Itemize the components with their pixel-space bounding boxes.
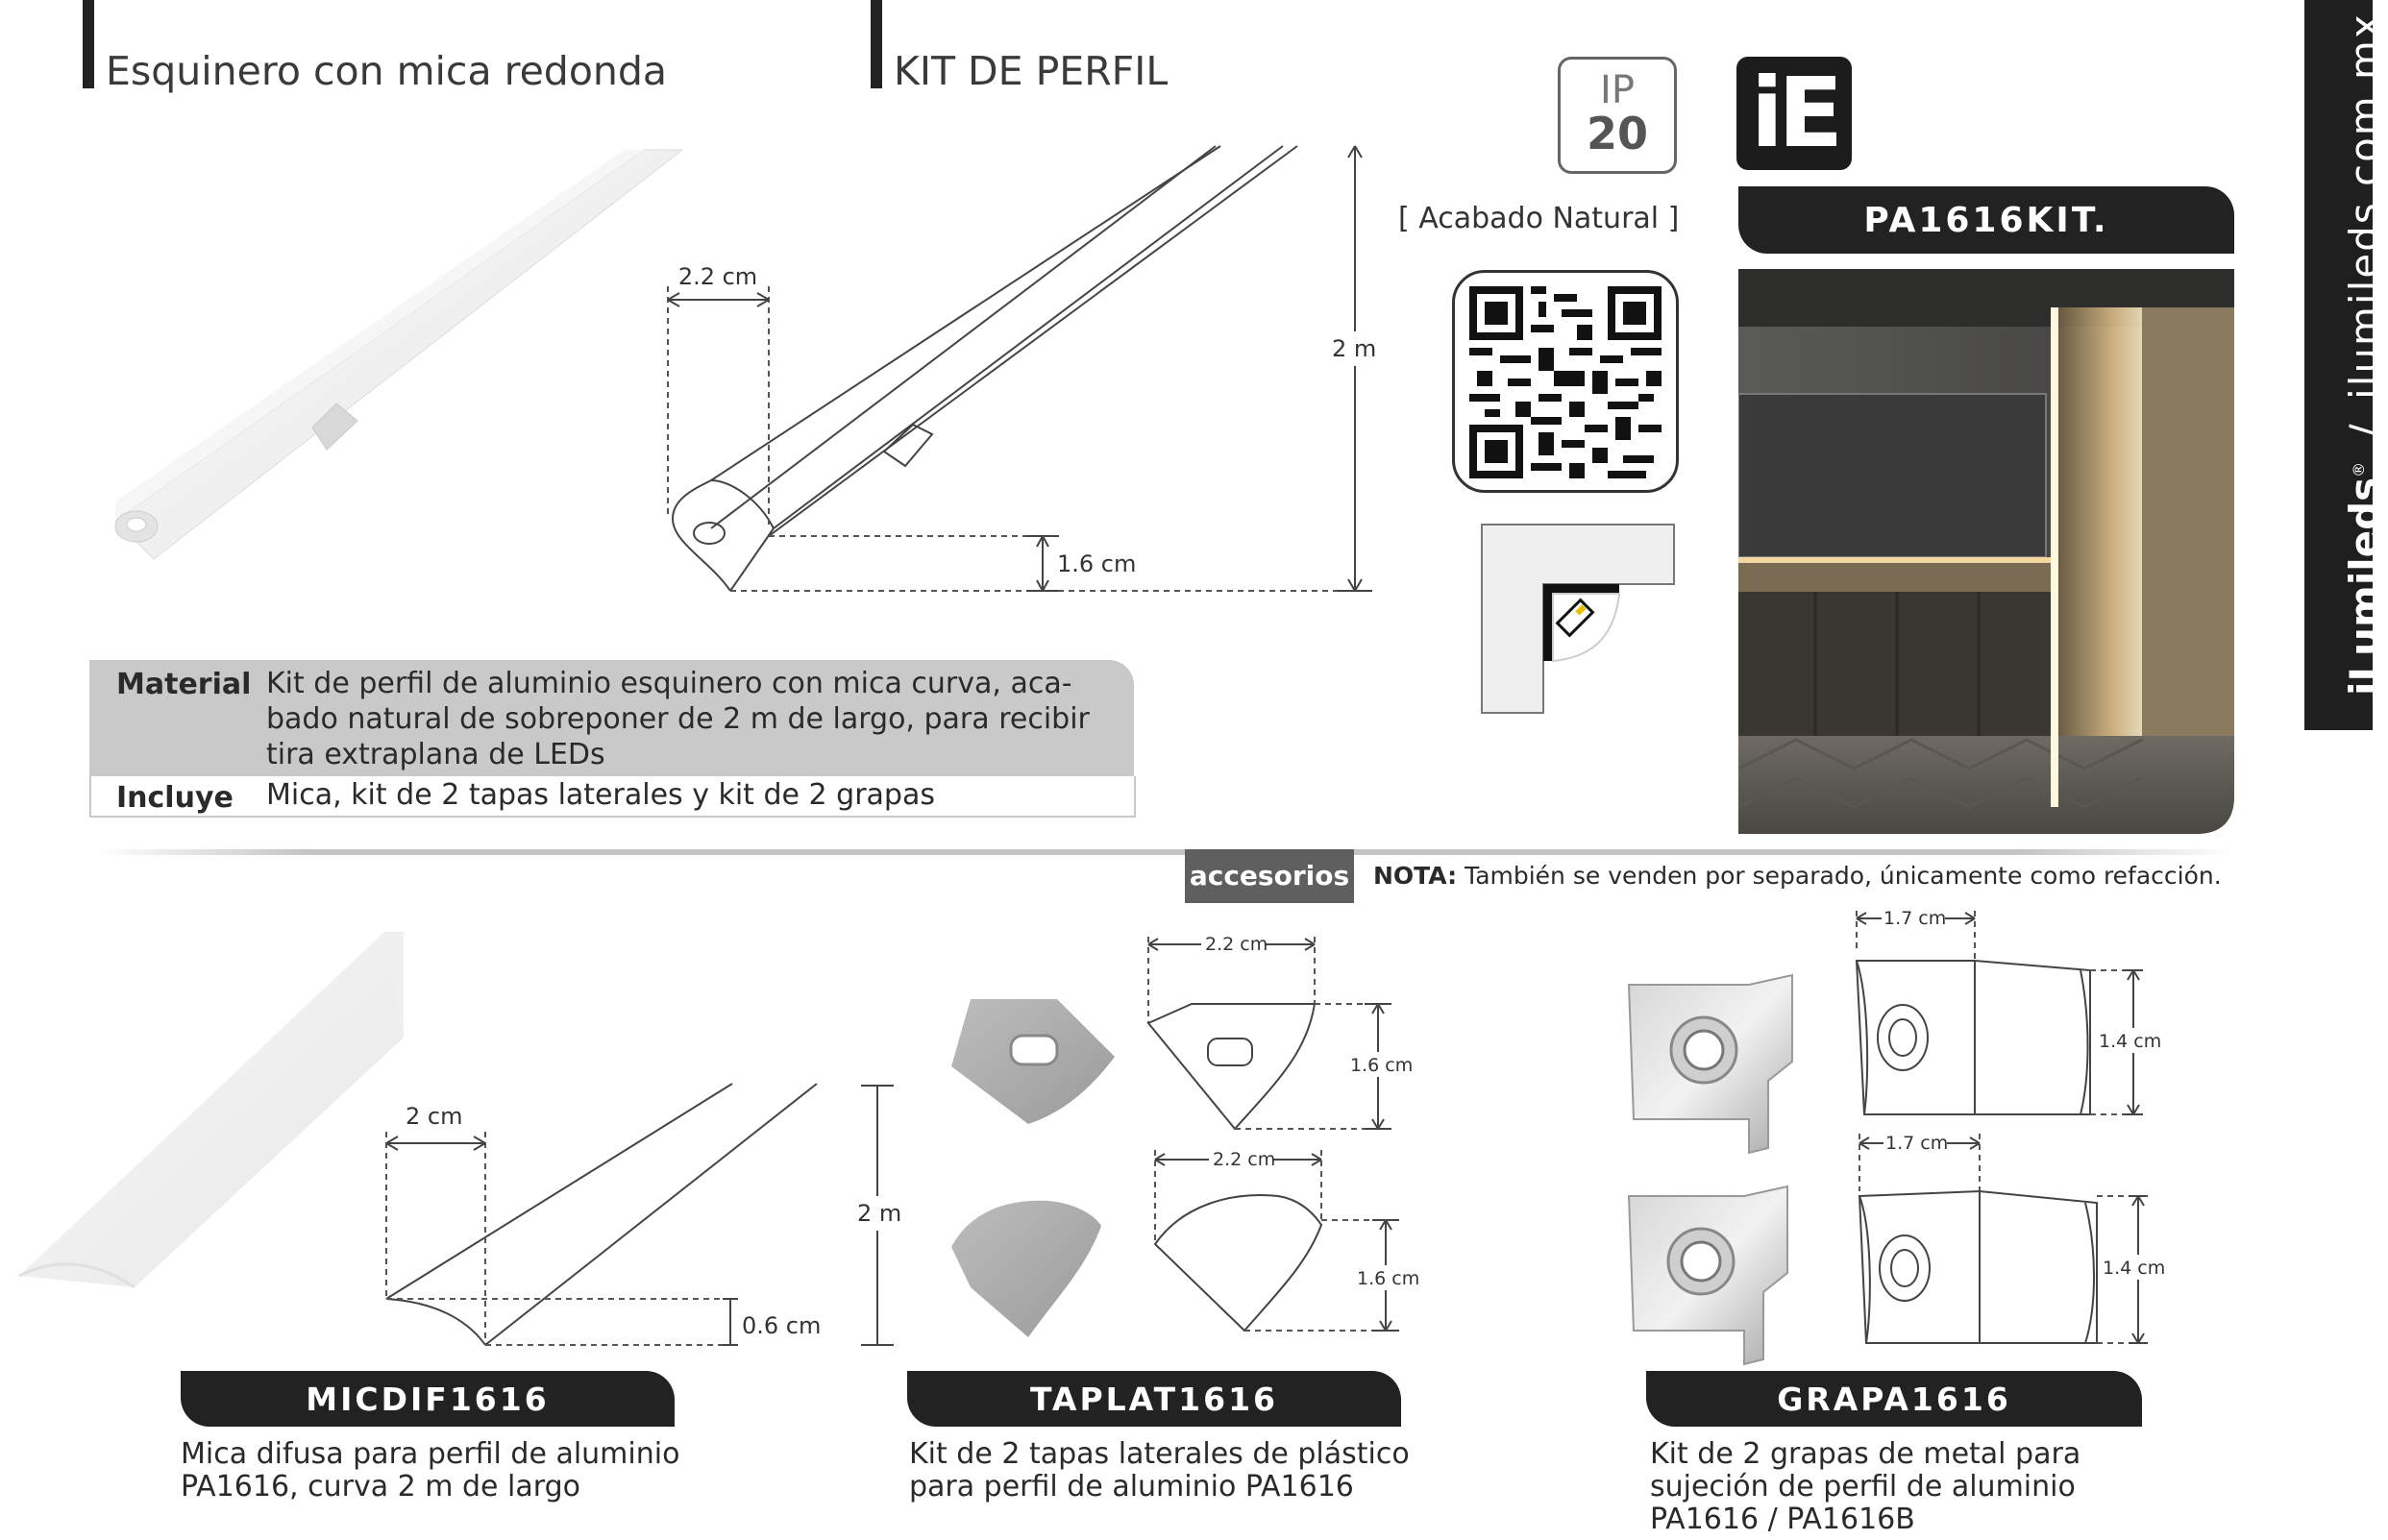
grapa-description-line-3: PA1616 / PA1616B bbox=[1650, 1503, 1915, 1536]
center-title: KIT DE PERFIL bbox=[894, 48, 1169, 94]
spec-includes-value: Mica, kit de 2 tapas laterales y kit de 2 grapas bbox=[266, 778, 935, 812]
grapa-dimension-drawing bbox=[1845, 903, 2172, 1355]
sidebar-text bbox=[2304, 0, 2388, 730]
finish-label: [ Acabado Natural ] bbox=[1398, 202, 1680, 235]
mica-dimension-drawing bbox=[375, 1066, 855, 1355]
main-length-label: 2 m bbox=[1332, 335, 1377, 362]
center-title-bar bbox=[871, 0, 882, 88]
spec-material-line-2: bado natural de sobreponer de 2 m de largo, para recibir bbox=[266, 702, 1090, 736]
main-width-label: 2.2 cm bbox=[677, 263, 758, 290]
product-code: PA1616KIT. bbox=[1738, 186, 2234, 254]
note-label: NOTA: bbox=[1373, 862, 1458, 890]
taplat-top-height-label: 1.6 cm bbox=[1350, 1055, 1414, 1076]
brand-logo: iE bbox=[1736, 57, 1852, 170]
mica-length-label: 2 m bbox=[857, 1200, 902, 1227]
taplat-bottom-width-label: 2.2 cm bbox=[1213, 1149, 1276, 1170]
note-text: También se venden por separado, únicamente como refacción. bbox=[1457, 862, 2222, 890]
left-title: Esquinero con mica redonda bbox=[106, 48, 668, 94]
grapa-bottom-width-label: 1.7 cm bbox=[1885, 1133, 1949, 1154]
mica-description bbox=[181, 1438, 679, 1503]
spec-material-line-1: Kit de perfil de aluminio esquinero con mica curva, aca- bbox=[266, 667, 1072, 700]
accessories-tag: accesorios bbox=[1185, 849, 1354, 903]
mica-length-indicator bbox=[846, 1076, 923, 1355]
taplat-description-line-2: para perfil de aluminio PA1616 bbox=[909, 1470, 1354, 1503]
taplat-top-width-label: 2.2 cm bbox=[1205, 934, 1268, 955]
spec-includes-key: Incluye bbox=[116, 781, 234, 815]
grapa-description-line-2: sujeción de perfil de aluminio bbox=[1650, 1470, 2076, 1503]
grapa-photos bbox=[1624, 975, 1807, 1359]
taplat-photos bbox=[942, 990, 1115, 1355]
ambient-bathroom-photo bbox=[1738, 269, 2234, 834]
grapa-description-line-1: Kit de 2 grapas de metal para bbox=[1650, 1437, 2081, 1471]
grapa-bottom-height-label: 1.4 cm bbox=[2103, 1258, 2166, 1279]
sidebar-brand: iLumileds bbox=[2341, 477, 2388, 696]
mica-width-label: 2 cm bbox=[406, 1103, 463, 1130]
grapa-code: GRAPA1616 bbox=[1646, 1371, 2142, 1427]
taplat-description-line-1: Kit de 2 tapas laterales de plástico bbox=[909, 1437, 1410, 1471]
grapa-description bbox=[1650, 1438, 2080, 1536]
mica-height-label: 0.6 cm bbox=[742, 1312, 822, 1339]
sidebar-separator: / bbox=[2341, 424, 2388, 438]
sidebar-trademark: ® bbox=[2350, 461, 2368, 477]
corner-mount-icon bbox=[1480, 523, 1676, 715]
grapa-top-height-label: 1.4 cm bbox=[2099, 1031, 2162, 1052]
spec-table bbox=[89, 660, 1134, 818]
qr-code[interactable] bbox=[1452, 270, 1679, 493]
section-divider bbox=[96, 849, 2234, 855]
qr-pattern bbox=[1469, 286, 1662, 478]
mica-code: MICDIF1616 bbox=[181, 1371, 675, 1427]
ip-label: IP bbox=[1600, 68, 1635, 112]
left-title-bar bbox=[83, 0, 94, 88]
taplat-description bbox=[909, 1438, 1410, 1503]
ip-value: 20 bbox=[1586, 108, 1648, 159]
spec-material-key: Material bbox=[116, 668, 252, 701]
sidebar-url[interactable]: ilumileds.com.mx bbox=[2341, 12, 2388, 400]
main-height-label: 1.6 cm bbox=[1057, 550, 1137, 577]
grapa-top-width-label: 1.7 cm bbox=[1883, 908, 1947, 929]
mica-description-line-2: PA1616, curva 2 m de largo bbox=[181, 1470, 580, 1503]
profile-dimension-drawing bbox=[653, 134, 1384, 615]
mica-description-line-1: Mica difusa para perfil de aluminio bbox=[181, 1437, 680, 1471]
ip-rating-badge bbox=[1558, 57, 1677, 174]
taplat-bottom-height-label: 1.6 cm bbox=[1357, 1268, 1420, 1289]
product-profile-photo bbox=[106, 144, 682, 567]
mica-photo bbox=[19, 930, 413, 1295]
accessories-note bbox=[1373, 862, 2222, 890]
taplat-dimension-drawing bbox=[1134, 927, 1441, 1350]
spec-material-value bbox=[260, 666, 1090, 772]
spec-material-line-3: tira extraplana de LEDs bbox=[266, 738, 605, 771]
taplat-code: TAPLAT1616 bbox=[907, 1371, 1401, 1427]
